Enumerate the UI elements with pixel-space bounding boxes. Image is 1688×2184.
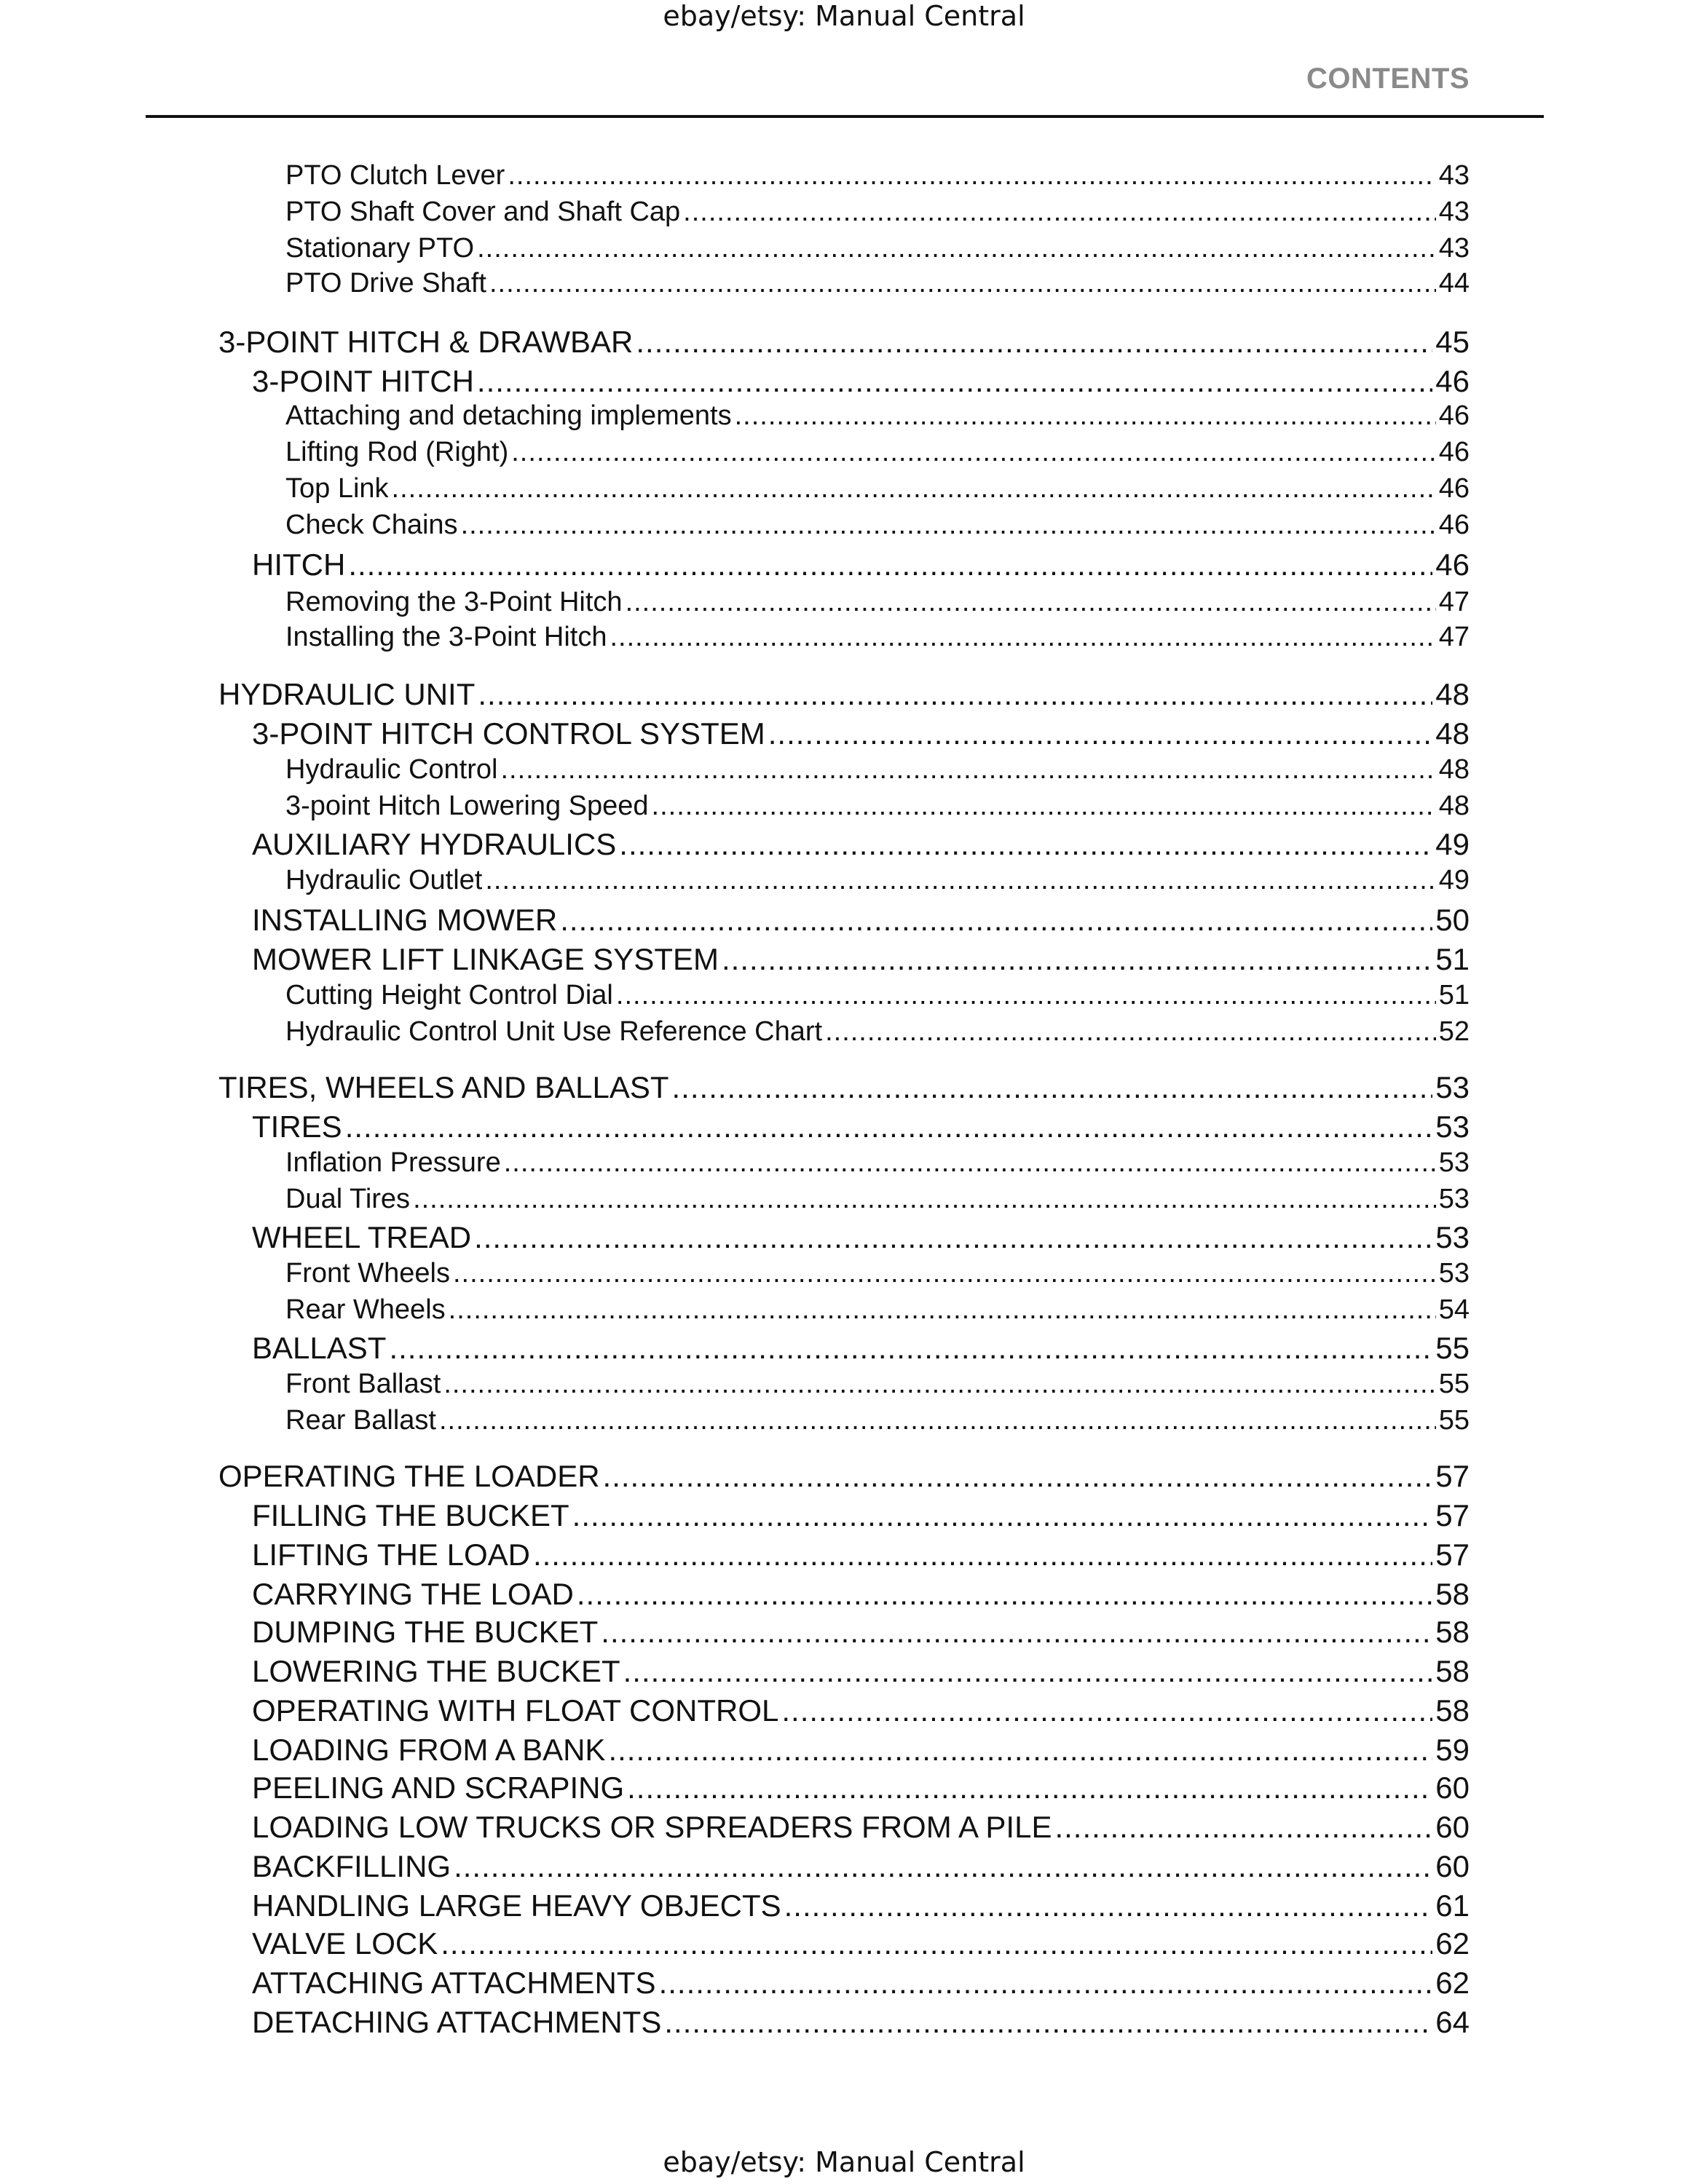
toc-entry-title: VALVE LOCK xyxy=(252,1926,438,1961)
dot-leader xyxy=(439,1405,1436,1436)
toc-entry-page: 43 xyxy=(1438,160,1470,191)
toc-entry[interactable] xyxy=(218,325,1470,360)
toc-entry-title: Cutting Height Control Dial xyxy=(285,980,613,1010)
toc-entry-page: 54 xyxy=(1438,1294,1470,1325)
toc-entry-page: 53 xyxy=(1438,1147,1470,1178)
toc-entry-page: 51 xyxy=(1438,980,1470,1010)
toc-entry[interactable] xyxy=(252,1654,1470,1689)
toc-entry[interactable] xyxy=(252,827,1470,862)
dot-leader xyxy=(461,510,1436,541)
toc-entry[interactable] xyxy=(252,1615,1470,1650)
toc-entry-title: PTO Shaft Cover and Shaft Cap xyxy=(285,197,681,227)
toc-entry[interactable] xyxy=(252,716,1470,751)
toc-entry-page: 47 xyxy=(1438,587,1470,617)
dot-leader xyxy=(683,197,1436,228)
toc-entry-page: 62 xyxy=(1435,1966,1470,2000)
dot-leader xyxy=(474,1220,1432,1255)
toc-entry-page: 55 xyxy=(1438,1405,1470,1436)
toc-entry-page: 58 xyxy=(1435,1615,1470,1649)
toc-entry-page: 55 xyxy=(1438,1369,1470,1399)
dot-leader xyxy=(449,1294,1436,1326)
toc-entry-title: Hydraulic Control xyxy=(285,754,498,785)
toc-entry-title: DUMPING THE BUCKET xyxy=(252,1615,599,1649)
dot-leader xyxy=(485,865,1435,896)
toc-entry[interactable] xyxy=(285,510,1470,541)
toc-entry-title: Hydraulic Control Unit Use Reference Chart xyxy=(285,1016,823,1047)
toc-entry-page: 47 xyxy=(1438,622,1470,652)
toc-entry-page: 60 xyxy=(1435,1770,1470,1805)
toc-entry-title: PEELING AND SCRAPING xyxy=(252,1770,625,1805)
toc-entry-title: Dual Tires xyxy=(285,1184,411,1214)
toc-entry-title: HYDRAULIC UNIT xyxy=(218,677,476,711)
toc-entry[interactable] xyxy=(285,233,1470,264)
toc-entry[interactable] xyxy=(285,865,1470,896)
dot-leader xyxy=(345,1109,1433,1144)
toc-entry-page: 57 xyxy=(1435,1459,1470,1493)
toc-entry-title: CARRYING THE LOAD xyxy=(252,1577,574,1611)
header-rule xyxy=(146,115,1544,118)
toc-entry-page: 44 xyxy=(1438,268,1470,298)
toc-entry-page: 60 xyxy=(1435,1810,1470,1844)
toc-entry[interactable] xyxy=(252,1220,1470,1255)
toc-entry-page: 48 xyxy=(1435,677,1470,711)
toc-entry[interactable] xyxy=(285,622,1470,653)
toc-entry-page: 62 xyxy=(1435,1926,1470,1961)
dot-leader xyxy=(389,1331,1432,1366)
toc-entry[interactable] xyxy=(285,473,1470,505)
dot-leader xyxy=(627,1770,1432,1805)
toc-entry-title: LOADING LOW TRUCKS OR SPREADERS FROM A PILE xyxy=(252,1810,1052,1844)
toc-entry-page: 49 xyxy=(1435,827,1470,861)
toc-entry-page: 53 xyxy=(1435,1070,1470,1104)
toc-entry[interactable] xyxy=(252,903,1470,938)
toc-entry-page: 61 xyxy=(1435,1888,1470,1923)
toc-entry-title: OPERATING THE LOADER xyxy=(218,1459,600,1493)
toc-entry-title: LOWERING THE BUCKET xyxy=(252,1654,620,1688)
dot-leader xyxy=(441,1926,1432,1961)
dot-leader xyxy=(619,827,1432,862)
toc-entry-page: 46 xyxy=(1438,400,1470,431)
toc-entry[interactable] xyxy=(252,1498,1470,1533)
toc-entry-page: 52 xyxy=(1438,1016,1470,1047)
toc-entry[interactable] xyxy=(285,197,1470,228)
dot-leader xyxy=(478,677,1432,712)
toc-entry-page: 57 xyxy=(1435,1498,1470,1532)
dot-leader xyxy=(511,437,1435,468)
dot-leader xyxy=(533,1538,1432,1572)
toc-entry-page: 60 xyxy=(1435,1849,1470,1883)
dot-leader xyxy=(626,587,1436,618)
toc-entry[interactable] xyxy=(285,1016,1470,1048)
dot-leader xyxy=(392,473,1436,505)
watermark-top: ebay/etsy: Manual Central xyxy=(663,0,1025,32)
dot-leader xyxy=(453,1258,1436,1289)
dot-leader xyxy=(477,233,1436,264)
toc-entry-page: 53 xyxy=(1438,1258,1470,1289)
dot-leader xyxy=(659,1966,1433,2001)
dot-leader xyxy=(489,268,1436,299)
dot-leader xyxy=(652,791,1436,822)
toc-entry-page: 50 xyxy=(1435,903,1470,937)
toc-entry[interactable] xyxy=(285,268,1470,299)
toc-entry-page: 46 xyxy=(1435,547,1470,582)
toc-entry-title: 3-POINT HITCH & DRAWBAR xyxy=(218,325,634,359)
toc-entry[interactable] xyxy=(252,2005,1470,2040)
toc-entry-title: HITCH xyxy=(252,547,346,582)
toc-entry-title: TIRES, WHEELS AND BALLAST xyxy=(218,1070,669,1104)
toc-entry[interactable] xyxy=(285,1147,1470,1179)
toc-entry-page: 53 xyxy=(1435,1220,1470,1254)
toc-entry[interactable] xyxy=(252,942,1470,977)
dot-leader xyxy=(735,400,1436,432)
toc-entry-page: 57 xyxy=(1435,1538,1470,1572)
dot-leader xyxy=(477,364,1432,399)
toc-entry[interactable] xyxy=(285,1258,1470,1289)
toc-entry-page: 64 xyxy=(1435,2005,1470,2039)
toc-entry-page: 43 xyxy=(1438,233,1470,264)
dot-leader xyxy=(443,1369,1435,1400)
toc-entry[interactable] xyxy=(252,1966,1470,2001)
toc-entry[interactable] xyxy=(252,1733,1470,1768)
toc-entry[interactable] xyxy=(252,1109,1470,1144)
toc-entry[interactable] xyxy=(252,364,1470,399)
toc-entry[interactable] xyxy=(285,437,1470,468)
toc-entry-page: 46 xyxy=(1435,364,1470,398)
toc-entry-page: 46 xyxy=(1438,473,1470,504)
toc-entry-page: 53 xyxy=(1435,1109,1470,1144)
toc-entry-title: Removing the 3-Point Hitch xyxy=(285,587,623,617)
dot-leader xyxy=(825,1016,1436,1048)
toc-entry[interactable] xyxy=(252,1926,1470,1961)
dot-leader xyxy=(616,980,1436,1011)
toc-entry-title: Front Wheels xyxy=(285,1258,450,1289)
toc-entry-title: Installing the 3-Point Hitch xyxy=(285,622,607,652)
toc-entry-title: WHEEL TREAD xyxy=(252,1220,472,1254)
toc-entry[interactable] xyxy=(285,1184,1470,1215)
toc-entry[interactable] xyxy=(252,1770,1470,1805)
toc-entry[interactable] xyxy=(218,1459,1470,1494)
toc-entry[interactable] xyxy=(285,1405,1470,1436)
toc-entry[interactable] xyxy=(285,1369,1470,1400)
toc-entry-title: LOADING FROM A BANK xyxy=(252,1733,606,1767)
dot-leader xyxy=(504,1147,1436,1179)
dot-leader xyxy=(508,160,1435,191)
toc-entry-title: LIFTING THE LOAD xyxy=(252,1538,530,1572)
toc-entry-title: Lifting Rod (Right) xyxy=(285,437,509,467)
toc-entry-title: 3-point Hitch Lowering Speed xyxy=(285,791,649,821)
toc-entry[interactable] xyxy=(285,160,1470,191)
toc-entry[interactable] xyxy=(285,980,1470,1011)
toc-entry[interactable] xyxy=(218,1070,1470,1105)
toc-entry-title: PTO Clutch Lever xyxy=(285,160,505,191)
toc-entry-page: 46 xyxy=(1438,437,1470,467)
toc-entry-title: 3-POINT HITCH xyxy=(252,364,474,398)
toc-entry-title: TIRES xyxy=(252,1109,342,1144)
toc-entry-title: Attaching and detaching implements xyxy=(285,400,732,431)
toc-entry-title: Inflation Pressure xyxy=(285,1147,501,1178)
toc-entry[interactable] xyxy=(285,400,1470,432)
toc-entry-page: 51 xyxy=(1435,942,1470,976)
toc-entry-page: 45 xyxy=(1435,325,1470,359)
dot-leader xyxy=(608,1733,1432,1768)
toc-entry-title: Stationary PTO xyxy=(285,233,475,264)
toc-entry-page: 49 xyxy=(1438,865,1470,895)
dot-leader xyxy=(601,1615,1432,1650)
dot-leader xyxy=(348,547,1432,582)
toc-entry[interactable] xyxy=(252,1538,1470,1572)
toc-entry[interactable] xyxy=(252,1331,1470,1366)
toc-entry-page: 53 xyxy=(1438,1184,1470,1214)
toc-entry-title: 3-POINT HITCH CONTROL SYSTEM xyxy=(252,716,765,751)
toc-entry[interactable] xyxy=(252,547,1470,582)
toc-entry-title: BACKFILLING xyxy=(252,1849,451,1883)
toc-entry-title: Top Link xyxy=(285,473,389,504)
toc-entry-title: AUXILIARY HYDRAULICS xyxy=(252,827,617,861)
dot-leader xyxy=(500,754,1435,786)
watermark-bottom: ebay/etsy: Manual Central xyxy=(663,2146,1025,2178)
toc-entry-page: 58 xyxy=(1435,1693,1470,1728)
toc-entry-title: ATTACHING ATTACHMENTS xyxy=(252,1966,656,2000)
toc-entry-title: DETACHING ATTACHMENTS xyxy=(252,2005,662,2039)
dot-leader xyxy=(413,1184,1436,1215)
toc-entry[interactable] xyxy=(218,677,1470,712)
toc-entry-title: FILLING THE BUCKET xyxy=(252,1498,569,1532)
toc-entry[interactable] xyxy=(285,754,1470,786)
toc-entry-page: 48 xyxy=(1438,754,1470,785)
toc-entry-title: Check Chains xyxy=(285,510,458,540)
toc-entry-title: Rear Wheels xyxy=(285,1294,446,1325)
toc-entry-title: OPERATING WITH FLOAT CONTROL xyxy=(252,1693,779,1728)
toc-entry[interactable] xyxy=(285,1294,1470,1326)
toc-entry-page: 48 xyxy=(1435,716,1470,751)
toc-entry[interactable] xyxy=(252,1577,1470,1612)
dot-leader xyxy=(722,942,1432,977)
running-head: CONTENTS xyxy=(1306,63,1470,95)
toc-entry-page: 46 xyxy=(1438,510,1470,540)
toc-entry-title: BALLAST xyxy=(252,1331,387,1365)
dot-leader xyxy=(664,2005,1432,2040)
toc-entry-title: Front Ballast xyxy=(285,1369,441,1399)
toc-entry[interactable] xyxy=(252,1693,1470,1728)
toc-entry-page: 55 xyxy=(1435,1331,1470,1365)
toc-entry-page: 48 xyxy=(1438,791,1470,821)
dot-leader xyxy=(784,1888,1433,1923)
dot-leader xyxy=(454,1849,1432,1884)
dot-leader xyxy=(636,325,1432,360)
toc-entry[interactable] xyxy=(252,1849,1470,1884)
dot-leader xyxy=(781,1693,1432,1728)
toc-entry-page: 43 xyxy=(1438,197,1470,227)
toc-entry-title: MOWER LIFT LINKAGE SYSTEM xyxy=(252,942,719,976)
dot-leader xyxy=(603,1459,1433,1494)
dot-leader xyxy=(572,1498,1433,1533)
toc-entry[interactable] xyxy=(285,587,1470,618)
toc-entry-title: HANDLING LARGE HEAVY OBJECTS xyxy=(252,1888,781,1923)
toc-entry[interactable] xyxy=(285,791,1470,822)
dot-leader xyxy=(560,903,1432,938)
toc-entry-title: Rear Ballast xyxy=(285,1405,436,1436)
dot-leader xyxy=(623,1654,1433,1689)
toc-entry-page: 59 xyxy=(1435,1733,1470,1767)
dot-leader xyxy=(1054,1810,1432,1845)
dot-leader xyxy=(610,622,1435,653)
dot-leader xyxy=(672,1070,1433,1105)
dot-leader xyxy=(768,716,1433,751)
toc-entry[interactable] xyxy=(252,1888,1470,1923)
toc-entry-title: Hydraulic Outlet xyxy=(285,865,483,895)
toc-entry-title: INSTALLING MOWER xyxy=(252,903,558,937)
dot-leader xyxy=(577,1577,1432,1612)
toc-entry-page: 58 xyxy=(1435,1654,1470,1688)
toc-entry[interactable] xyxy=(252,1810,1470,1845)
toc-entry-title: PTO Drive Shaft xyxy=(285,268,486,298)
toc-entry-page: 58 xyxy=(1435,1577,1470,1611)
